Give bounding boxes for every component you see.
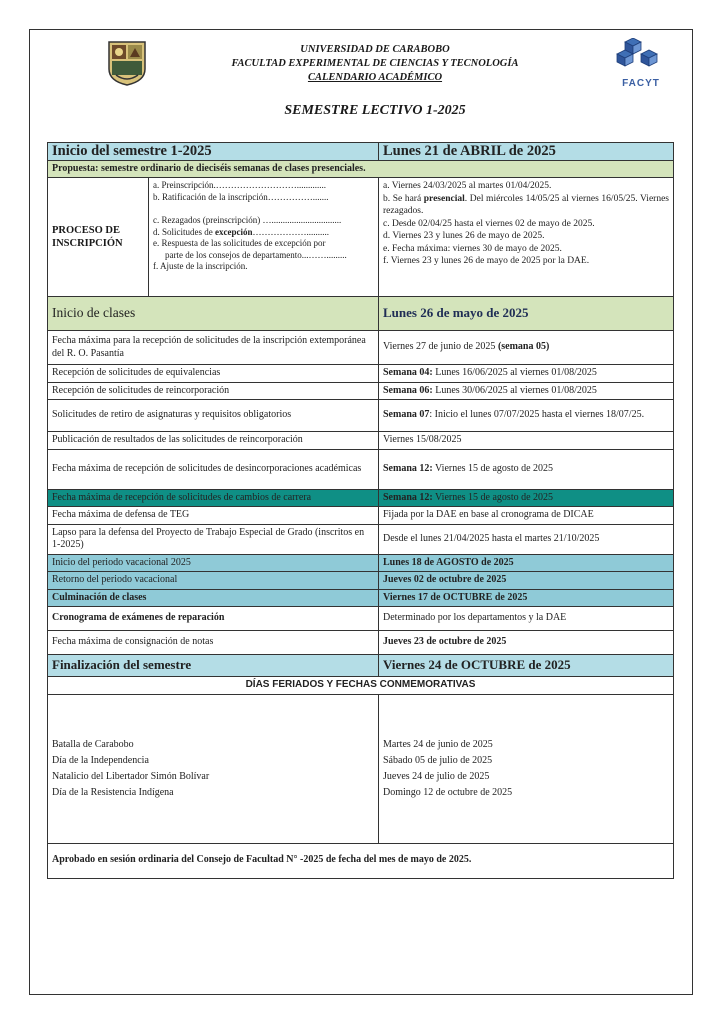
row-8-date: Fijada por la DAE en base al cronograma de DICAE [379,507,674,525]
classes-start-date: Lunes 26 de mayo de 2025 [379,297,674,331]
step-c: c. Rezagados (preinscripción) …............................... [153,215,342,225]
calendar-row-7 [48,489,674,507]
row-7-date: Semana 12: Viernes 15 de agosto de 2025 [379,489,674,507]
semester-end-date: Viernes 24 de OCTUBRE de 2025 [379,655,674,677]
step-e-cont: parte de los consejos de departamento...……......... [165,249,347,260]
holiday-date-2: Sábado 05 de julio de 2025 [383,754,493,766]
holiday-dates [379,694,674,843]
date-c: c. Desde 02/04/25 hasta el viernes 02 de mayo de 2025. [383,218,595,229]
calendar-row-10 [48,554,674,572]
row-13-date: Determinado por los departamentos y la DAE [379,607,674,631]
row-14-label: Fecha máxima de consignación de notas [48,631,379,655]
calendar-row-4 [48,400,674,432]
step-b: b. Ratificación de la inscripción……………....... [153,191,329,202]
semester-end-label: Finalización del semestre [48,655,379,677]
row-7-label: Fecha máxima de recepción de solicitudes de cambios de carrera [48,489,379,507]
calendar-row-12 [48,589,674,607]
row-11-date: Jueves 02 de octubre de 2025 [379,572,674,590]
row-1-label: Fecha máxima para la recepción de solicitudes de la inscripción extemporánea del R. O. Pasantía [48,331,379,365]
inscription-label: PROCESO DE INSCRIPCIÓN [48,178,149,296]
row-10-date: Lunes 18 de AGOSTO de 2025 [379,554,674,572]
calendar-row-11 [48,572,674,590]
row-11-label: Retorno del periodo vacacional [48,572,379,590]
row-1-date: Viernes 27 de junio de 2025 (semana 05) [379,331,674,365]
calendar-row-9 [48,524,674,554]
row-9-label: Lapso para la defensa del Proyecto de Trabajo Especial de Grado (inscritos en 1-2025) [48,524,379,554]
row-12-date: Viernes 17 de OCTUBRE de 2025 [379,589,674,607]
row-3-date: Semana 06: Lunes 30/06/2025 al viernes 01/08/2025 [379,382,674,400]
row-2-date: Semana 04: Lunes 16/06/2025 al viernes 01/08/2025 [379,365,674,383]
calendar-row-8 [48,507,674,525]
academic-calendar-table [47,142,674,879]
calendar-row-13 [48,607,674,631]
holiday-names [48,694,379,843]
holiday-name-2: Día de la Independencia [52,754,149,766]
classes-start-label: Inicio de clases [48,297,379,331]
date-b: b. Se hará presencial. Del miércoles 14/05/25 al viernes 16/05/25. Viernes rezagados. [383,193,669,216]
university-seal-logo [106,39,148,87]
date-f: f. Viernes 23 y lunes 26 de mayo de 2025 por la DAE. [383,256,590,266]
calendar-row-6 [48,449,674,489]
row-6-date: Semana 12: Viernes 15 de agosto de 2025 [379,449,674,489]
holidays-header-row [48,677,674,695]
holidays-title: DÍAS FERIADOS Y FECHAS CONMEMORATIVAS [48,677,674,695]
row-4-date: Semana 07: Inicio el lunes 07/07/2025 hasta el viernes 18/07/25. [379,400,674,432]
document-header [150,43,600,85]
facyt-logo [611,38,679,92]
proposal-row [48,160,674,178]
row-5-label: Publicación de resultados de las solicitudes de reincorporación [48,432,379,450]
inscription-steps [149,178,378,296]
row-2-label: Recepción de solicitudes de equivalencias [48,365,379,383]
holiday-date-4: Domingo 12 de octubre de 2025 [383,786,513,798]
proposal-text: Propuesta: semestre ordinario de dieciséis semanas de clases presenciales. [48,160,674,178]
university-name: UNIVERSIDAD DE CARABOBO [300,44,450,55]
inscription-row [48,178,674,297]
row-5-date: Viernes 15/08/2025 [379,432,674,450]
holiday-name-1: Batalla de Carabobo [52,738,134,750]
row-3-label: Recepción de solicitudes de reincorporación [48,382,379,400]
approval-row [48,843,674,878]
faculty-name: FACULTAD EXPERIMENTAL DE CIENCIAS Y TECNOLOGÍA [231,58,519,69]
holiday-date-1: Martes 24 de junio de 2025 [383,738,493,750]
row-6-label: Fecha máxima de recepción de solicitudes de desincorporaciones académicas [48,449,379,489]
date-e: e. Fecha máxima: viernes 30 de mayo de 2025. [383,243,562,254]
semester-start-date: Lunes 21 de ABRIL de 2025 [379,143,674,161]
step-d: d. Solicitudes de excepción……………….......... [153,226,329,237]
row-13-label: Cronograma de exámenes de reparación [48,607,379,631]
row-12-label: Culminación de clases [48,589,379,607]
semester-end-row [48,655,674,677]
facyt-cubes-icon [611,38,673,78]
step-f: f. Ajuste de la inscripción. [153,261,248,271]
approval-text: Aprobado en sesión ordinaria del Consejo de Facultad N° -2025 de fecha del mes de mayo de 2025. [48,843,674,878]
semester-start-row [48,143,674,161]
date-d: d. Viernes 23 y lunes 26 de mayo de 2025. [383,231,545,241]
date-a: a. Viernes 24/03/2025 al martes 01/04/2025. [383,181,552,191]
semester-start-label: Inicio del semestre 1-2025 [48,143,379,161]
calendar-row-1 [48,331,674,365]
holidays-row [48,694,674,843]
semester-title: SEMESTRE LECTIVO 1-2025 [284,103,466,118]
holiday-name-4: Día de la Resistencia Indígena [52,786,174,798]
row-8-label: Fecha máxima de defensa de TEG [48,507,379,525]
facyt-logo-text: FACYT [622,78,660,89]
classes-start-row [48,297,674,331]
row-9-date: Desde el lunes 21/04/2025 hasta el martes 21/10/2025 [379,524,674,554]
holiday-name-3: Natalicio del Libertador Simón Bolívar [52,770,210,782]
row-10-label: Inicio del periodo vacacional 2025 [48,554,379,572]
calendar-title: CALENDARIO ACADÉMICO [307,72,443,83]
holiday-date-3: Jueves 24 de julio de 2025 [383,770,490,782]
step-e: e. Respuesta de las solicitudes de excepción por [153,238,326,248]
calendar-row-2 [48,365,674,383]
calendar-row-3 [48,382,674,400]
row-14-date: Jueves 23 de octubre de 2025 [379,631,674,655]
step-a: a. Preinscripción.………………………............. [153,180,326,190]
calendar-row-14 [48,631,674,655]
inscription-process-cell [48,178,379,297]
calendar-row-5 [48,432,674,450]
inscription-dates [379,178,674,297]
row-4-label: Solicitudes de retiro de asignaturas y requisitos obligatorios [48,400,379,432]
